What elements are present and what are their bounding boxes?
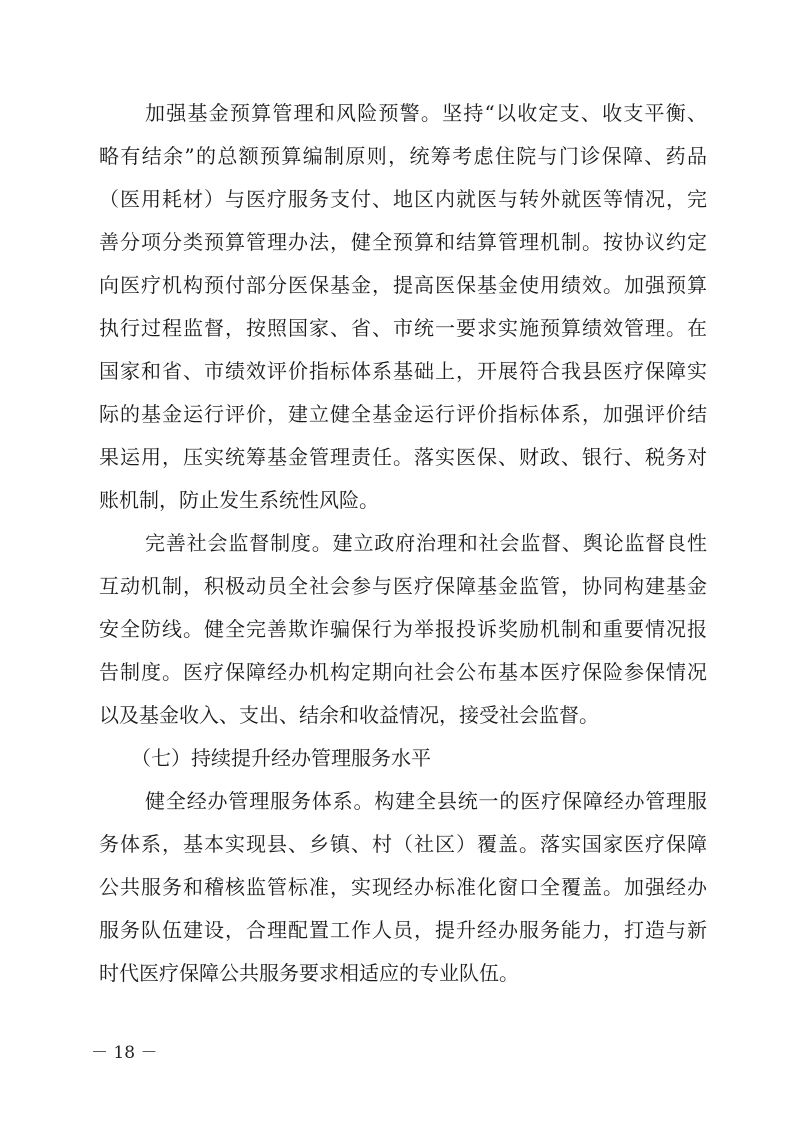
paragraph-2-line: 告制度。医疗保障经办机构定期向社会公布基本医疗保险参保情况 [99,660,707,684]
paragraph-3-line: 健全经办管理服务体系。构建全县统一的医疗保障经办管理服 [145,789,707,813]
paragraph-1-line: 果运用，压实统筹基金管理责任。落实医保、财政、银行、税务对 [99,445,707,469]
paragraph-2-line: 安全防线。健全完善欺诈骗保行为举报投诉奖励机制和重要情况报 [99,617,707,641]
paragraph-2-line: 以及基金收入、支出、结余和收益情况，接受社会监督。 [99,703,599,727]
paragraph-1-line: 善分项分类预算管理办法，健全预算和结算管理机制。按协议约定 [99,230,707,254]
paragraph-1-line: 向医疗机构预付部分医保基金，提高医保基金使用绩效。加强预算 [99,273,707,297]
paragraph-2-line: 完善社会监督制度。建立政府治理和社会监督、舆论监督良性 [145,531,707,555]
paragraph-3-line: 时代医疗保障公共服务要求相适应的专业队伍。 [99,961,519,985]
paragraph-3-line: 服务队伍建设，合理配置工作人员，提升经办服务能力，打造与新 [99,918,707,942]
paragraph-1-line: 执行过程监督，按照国家、省、市统一要求实施预算绩效管理。在 [99,316,707,340]
paragraph-3-line: 务体系，基本实现县、乡镇、村（社区）覆盖。落实国家医疗保障 [99,832,707,856]
paragraph-1-line: 加强基金预算管理和风险预警。坚持“以收定支、收支平衡、 [145,101,707,125]
section-heading: （七）持续提升经办管理服务水平 [131,746,431,770]
paragraph-1-line: 略有结余”的总额预算编制原则，统筹考虑住院与门诊保障、药品 [99,144,707,168]
paragraph-1-line: 账机制，防止发生系统性风险。 [99,488,379,512]
page-number: － 18 － [91,1043,158,1063]
paragraph-1-line: 国家和省、市绩效评价指标体系基础上，开展符合我县医疗保障实 [99,359,707,383]
paragraph-2-line: 互动机制，积极动员全社会参与医疗保障基金监管，协同构建基金 [99,574,707,598]
paragraph-1-line: 际的基金运行评价，建立健全基金运行评价指标体系，加强评价结 [99,402,707,426]
paragraph-3-line: 公共服务和稽核监管标准，实现经办标准化窗口全覆盖。加强经办 [99,875,707,899]
paragraph-1-line: （医用耗材）与医疗服务支付、地区内就医与转外就医等情况，完 [99,187,707,211]
